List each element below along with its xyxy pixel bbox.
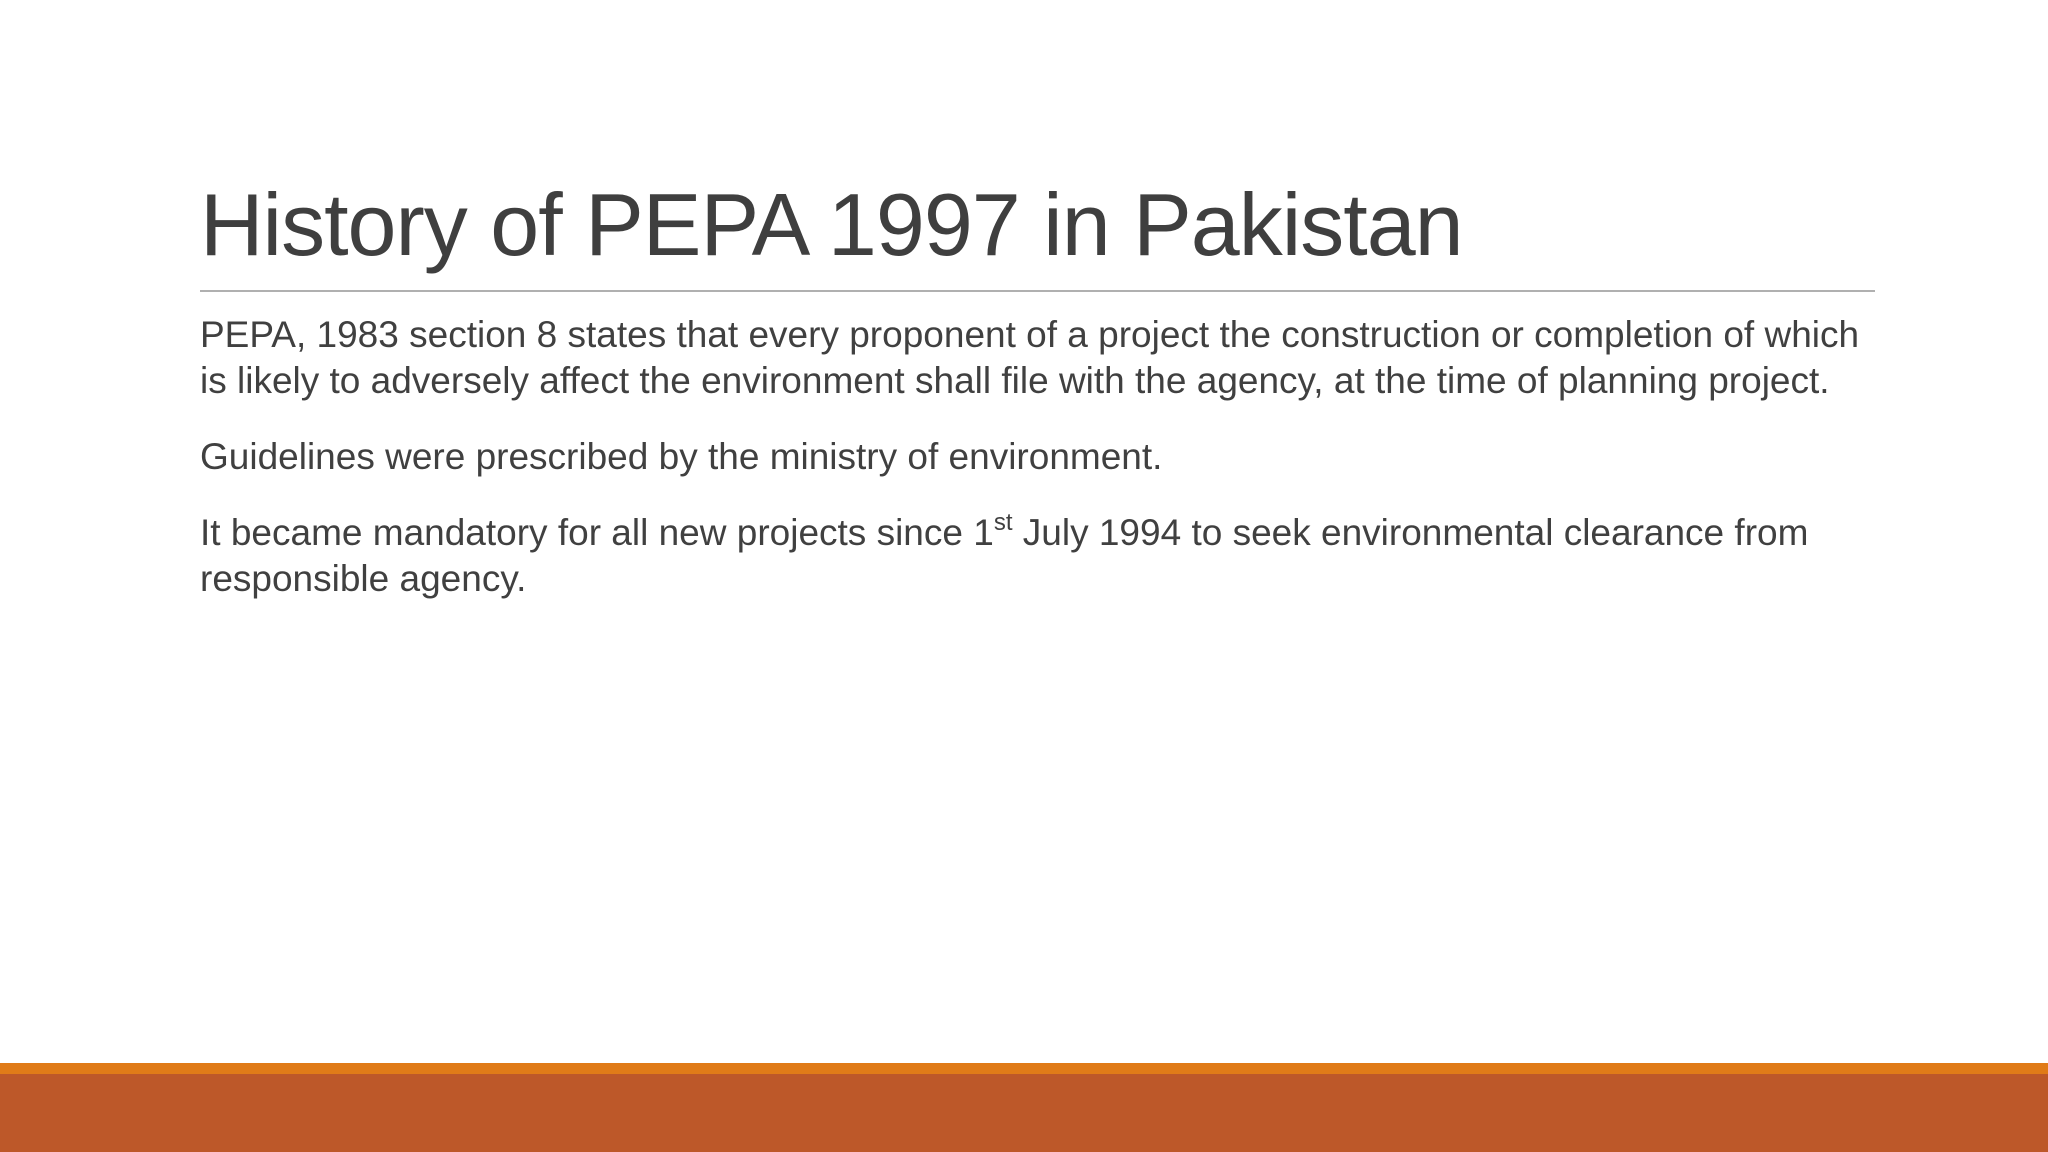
title-divider <box>200 290 1875 292</box>
mandatory-text-start: It became mandatory for all new projects since 1 <box>200 512 994 553</box>
ordinal-suffix: st <box>993 508 1013 536</box>
body-paragraph-pepa-section-8: PEPA, 1983 section 8 states that every proponent of a project the construction or completion of which is likely to adversely affect the environment shall file with the agency, at the time of planning project. <box>200 314 1860 401</box>
body-paragraph-mandatory-clearance <box>200 510 1890 602</box>
body-paragraph-guidelines: Guidelines were prescribed by the ministry of environment. <box>200 436 1163 477</box>
footer-accent-stripe <box>0 1063 2048 1074</box>
footer-accent-band <box>0 1074 2048 1152</box>
slide-body <box>200 312 1890 632</box>
slide-title: History of PEPA 1997 in Pakistan <box>200 175 1463 274</box>
mandatory-text-end: July 1994 to seek environmental clearance from responsible agency. <box>200 512 1809 599</box>
